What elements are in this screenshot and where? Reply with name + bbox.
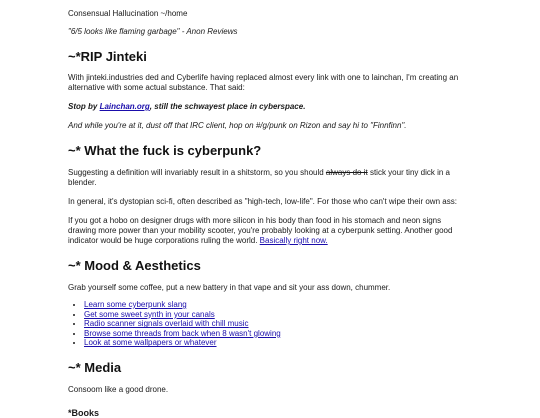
definition-strike: always do it [325,168,368,177]
definition-prefix: Suggesting a definition will invariably result in a shitstorm, so you should [68,168,326,177]
hobo-paragraph [68,216,468,246]
site-title: Consensual Hallucination ~/home [68,9,188,18]
tagline: "6/5 looks like flaming garbage" - Anon Reviews [68,27,238,36]
general-paragraph: In general, it's dystopian sci-fi, often described as "high-tech, low-life". For those who can't wipe their own ass: [68,197,457,206]
list-item [84,319,468,329]
section-heading-cyberpunk: ~* What the fuck is cyberpunk? [68,143,262,158]
radio-scanner-link[interactable]: Radio scanner signals overlaid with chill music [84,319,249,329]
list-item [84,300,468,310]
section-heading-media: ~* Media [68,359,122,375]
mood-intro: Grab yourself some coffee, put a new battery in that vape and sit your ass down, chummer. [68,283,391,292]
books-heading: *Books [68,407,100,418]
threads-link[interactable]: Browse some threads from back when 8 wasn't glowing [84,328,281,338]
rip-intro: With jinteki.industries ded and Cyberlife having replaced almost every link with one to lainchan, I'm creating an alternative with some actual substance. That said: [68,73,459,92]
list-item [84,310,468,320]
list-item [84,329,468,339]
lainchan-link[interactable]: Lainchan.org [99,102,150,111]
lainchan-prefix: Stop by [68,102,100,111]
definition-suffix: stick your tiny dick in a blender. [68,168,450,187]
slang-link[interactable]: Learn some cyberpunk slang [84,300,187,309]
mood-link-list [68,300,468,348]
lainchan-suffix: , still the schwayest place in cyberspace. [149,102,306,111]
section-heading-mood: ~* Mood & Aesthetics [68,258,201,273]
section-heading-rip: ~*RIP Jinteki [68,49,147,64]
hobo-text: If you got a hobo on designer drugs with more silicon in his body than food in his stomach and neon signs drawing more power than your mobility scooter, you're probably looking at a cyberpunk setting. Another good indicator would be huge corporations ruling the world. [68,216,453,245]
lainchan-line [68,102,468,112]
list-item [84,338,468,348]
wallpapers-link[interactable]: Look at some wallpapers or whatever [84,338,217,348]
irc-line: And while you're at it, dust off that IRC client, hop on #/g/punk on Rizon and say hi to "Finnfinn". [68,121,407,130]
basically-right-now-link[interactable]: Basically right now. [259,236,328,245]
synth-link[interactable]: Get some sweet synth in your canals [84,309,215,319]
media-intro: Consoom like a good drone. [68,384,169,394]
definition-paragraph [68,168,468,188]
